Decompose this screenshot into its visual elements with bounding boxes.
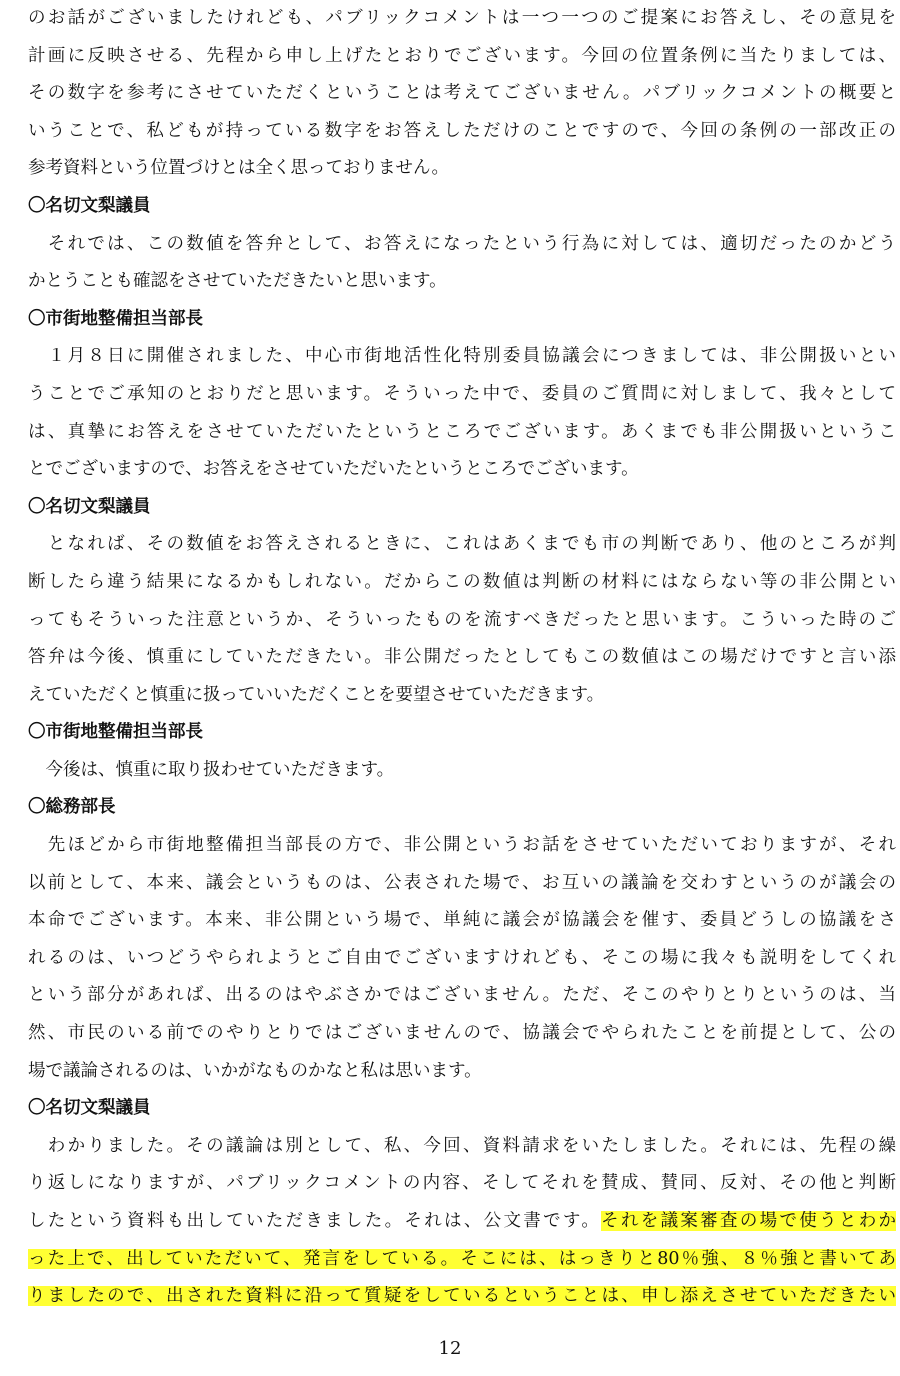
text-line	[28, 113, 896, 151]
text-line	[28, 338, 896, 376]
line-text: 参考資料という位置づけとは全く思っておりません。	[28, 158, 450, 179]
line-text: 場で議論されるのは、いかがなものかなと私は思います。	[28, 1060, 482, 1081]
line-text: 本命でございます。本来、非公開という場で、単純に議会が協議会を催す、委員どうしの協議をさ	[28, 910, 896, 931]
text-line	[28, 376, 896, 414]
highlighted-text: それを議案審査の場で使うとわか	[601, 1211, 896, 1231]
speaker-name	[28, 188, 896, 226]
line-text: 〇名切文梨議員	[28, 496, 151, 517]
line-text: したという資料も出していただきました。それは、公文書です。	[28, 1211, 602, 1231]
line-text: わかりました。その議論は別として、私、今回、資料請求をいたしました。それには、先程の繰	[28, 1135, 896, 1156]
line-text: それでは、この数値を答弁として、お答えになったという行為に対しては、適切だったのかどう	[28, 233, 896, 254]
line-text: 以前として、本来、議会というものは、公表された場で、お互いの議論を交わすというのが議会の	[28, 872, 896, 893]
line-text: 〇市街地整備担当部長	[28, 722, 203, 743]
line-text: のお話がございましたけれども、パブリックコメントは一つ一つのご提案にお答えし、その意見を	[28, 8, 896, 28]
text-line	[28, 263, 896, 301]
line-text: 〇名切文梨議員	[28, 195, 151, 216]
text-line	[28, 564, 896, 602]
document-page	[28, 0, 896, 1316]
text-line	[28, 75, 896, 113]
text-line	[28, 38, 896, 76]
line-text: り返しになりますが、パブリックコメントの内容、そしてそれを賛成、賛同、反対、その他と判断	[28, 1173, 896, 1194]
speaker-name	[28, 789, 896, 827]
line-text: とでございますので、お答えをさせていただいたというところでございます。	[28, 459, 639, 480]
speaker-name	[28, 489, 896, 527]
line-text: 答弁は今後、慎重にしていただきたい。非公開だったとしてもこの数値はこの場だけですと言い添	[28, 647, 896, 668]
line-text: ってもそういった注意というか、そういったものを流すべきだったと思います。こういった時のご	[28, 609, 896, 630]
text-line	[28, 940, 896, 978]
text-line	[28, 150, 896, 188]
page-number: 12	[438, 1338, 462, 1359]
text-line	[28, 1015, 896, 1053]
line-text: うことでご承知のとおりだと思います。そういった中で、委員のご質問に対しまして、我々として	[28, 383, 896, 404]
line-text: は、真摯にお答えをさせていただいたというところでございます。あくまでも非公開扱いというこ	[28, 421, 896, 442]
text-line	[28, 451, 896, 489]
line-text: 〇総務部長	[28, 797, 116, 818]
text-line	[28, 1241, 896, 1279]
line-text: 然、市民のいる前でのやりとりではございませんので、協議会でやられたことを前提として、公の	[28, 1023, 896, 1044]
text-line	[28, 902, 896, 940]
text-line	[28, 1278, 896, 1316]
line-text: 〇市街地整備担当部長	[28, 308, 203, 329]
text-line	[28, 1053, 896, 1091]
speaker-name	[28, 1090, 896, 1128]
text-line	[28, 977, 896, 1015]
speaker-name	[28, 714, 896, 752]
line-text: という部分があれば、出るのはやぶさかではございません。ただ、そこのやりとりというのは、当	[28, 985, 896, 1006]
text-line	[28, 677, 896, 715]
line-text: 断したら違う結果になるかもしれない。だからこの数値は判断の材料にはならない等の非公開とい	[28, 571, 896, 592]
line-text: １月８日に開催されました、中心市街地活性化特別委員協議会につきましては、非公開扱いとい	[28, 346, 896, 367]
text-line	[28, 752, 896, 790]
text-line	[28, 414, 896, 452]
text-line	[28, 827, 896, 865]
text-line	[28, 602, 896, 640]
line-text: 計画に反映させる、先程から申し上げたとおりでございます。今回の位置条例に当たりましては、	[28, 45, 896, 66]
line-text: その数字を参考にさせていただくということは考えてございません。パブリックコメントの概要と	[28, 83, 896, 104]
text-line	[28, 865, 896, 903]
line-text: いうことで、私どもが持っている数字をお答えしただけのことですので、今回の条例の一部改正の	[28, 120, 896, 141]
text-line	[28, 0, 896, 38]
highlighted-text: りましたので、出された資料に沿って質疑をしているということは、申し添えさせていただきたい	[28, 1286, 896, 1307]
line-text: となれば、その数値をお答えされるときに、これはあくまでも市の判断であり、他のところが判	[28, 534, 896, 555]
line-text: れるのは、いつどうやられようとご自由でございますけれども、そこの場に我々も説明をしてくれ	[28, 947, 896, 968]
line-text: かとうことも確認をさせていただきたいと思います。	[28, 271, 447, 292]
line-text: 〇名切文梨議員	[28, 1098, 151, 1119]
text-line	[28, 1128, 896, 1166]
speaker-name	[28, 301, 896, 339]
text-line	[28, 526, 896, 564]
line-text: えていただくと慎重に扱っていいただくことを要望させていただきます。	[28, 684, 605, 705]
highlighted-text: った上で、出していただいて、発言をしている。そこには、はっきりと80％強、８％強と書いてあ	[28, 1248, 896, 1269]
text-line	[28, 226, 896, 264]
text-line	[28, 1165, 896, 1203]
line-text: 先ほどから市街地整備担当部長の方で、非公開というお話をさせていただいておりますが、それ	[28, 835, 896, 856]
text-line	[28, 1203, 896, 1241]
text-line	[28, 639, 896, 677]
line-text: 今後は、慎重に取り扱わせていただきます。	[28, 759, 395, 780]
